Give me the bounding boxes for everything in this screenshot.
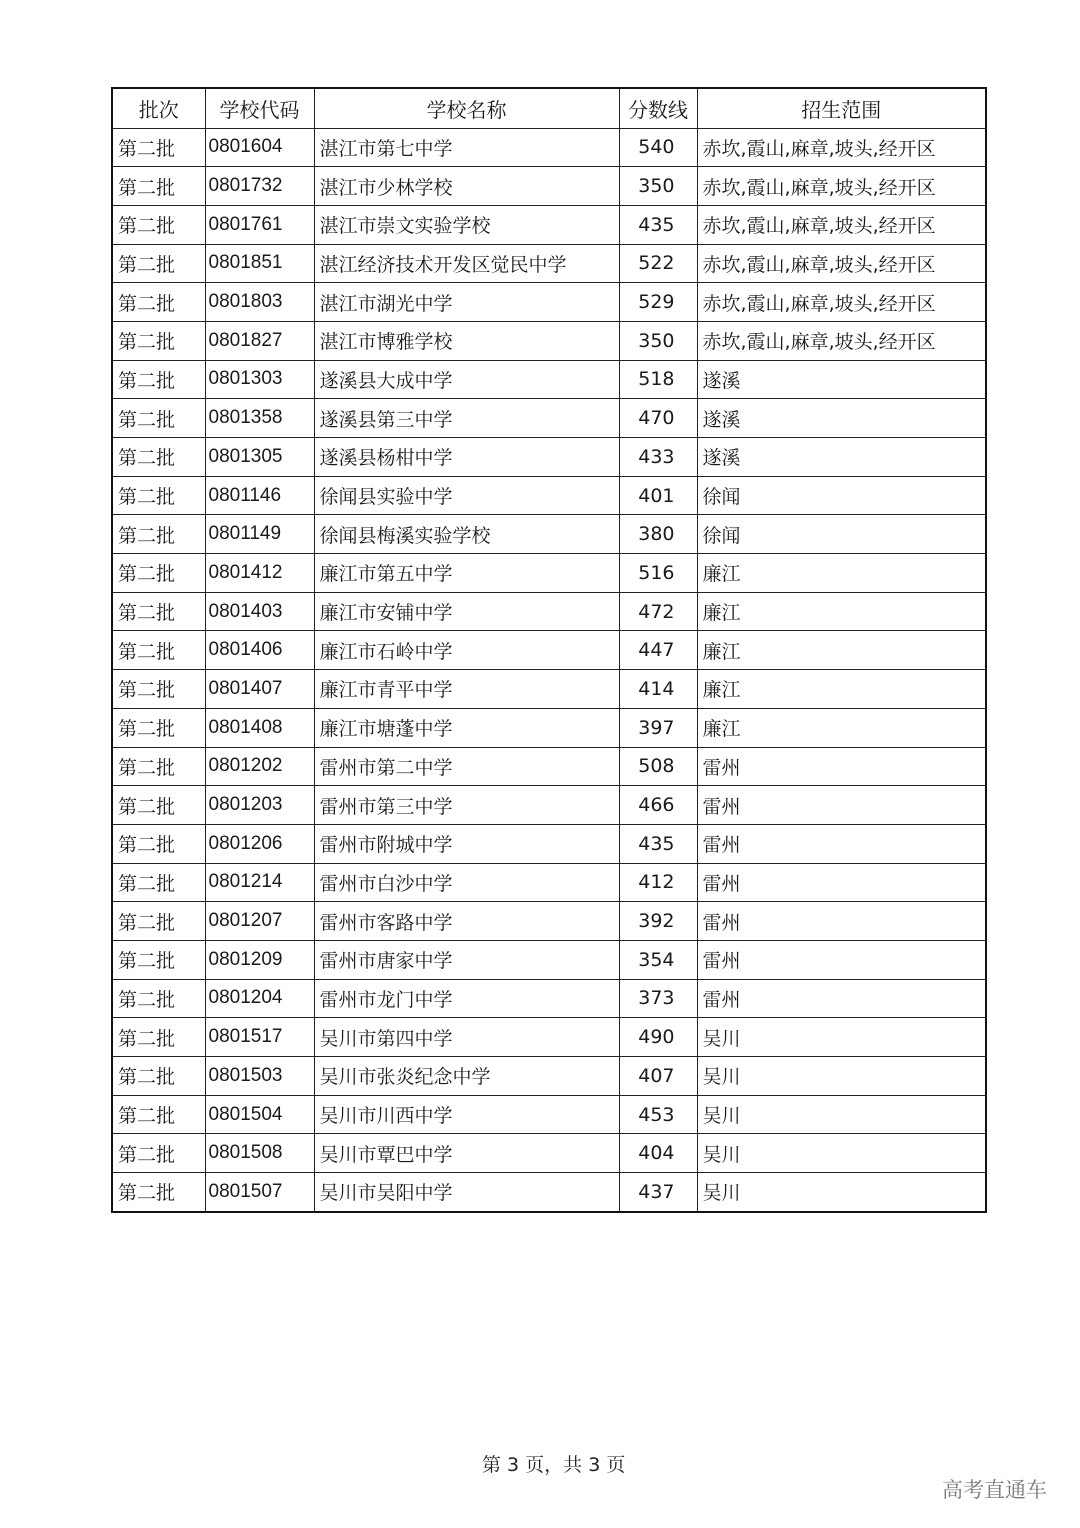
- cell-score-line: 470: [619, 399, 697, 438]
- cell-enrollment-area: 赤坎,霞山,麻章,坡头,经开区: [697, 244, 986, 283]
- page-number: 第 3 页，共 3 页: [482, 1454, 626, 1476]
- table-row: [112, 515, 986, 554]
- cell-batch: 第二批: [112, 940, 205, 979]
- cell-score-line: 453: [619, 1095, 697, 1134]
- cell-score-line: 529: [619, 283, 697, 322]
- cell-school-name: 徐闻县实验中学: [314, 476, 619, 515]
- cell-batch: 第二批: [112, 902, 205, 941]
- cell-school-name: 徐闻县梅溪实验学校: [314, 515, 619, 554]
- cell-batch: 第二批: [112, 554, 205, 593]
- table-row: [112, 1134, 986, 1173]
- table-row: [112, 128, 986, 167]
- cell-school-code: 0801202: [205, 747, 314, 786]
- cell-school-code: 0801403: [205, 592, 314, 631]
- cell-school-name: 遂溪县第三中学: [314, 399, 619, 438]
- cell-school-code: 0801604: [205, 128, 314, 167]
- header-enrollment-area: 招生范围: [697, 88, 986, 128]
- table-row: [112, 360, 986, 399]
- cell-enrollment-area: 赤坎,霞山,麻章,坡头,经开区: [697, 283, 986, 322]
- cell-score-line: 397: [619, 708, 697, 747]
- cell-batch: 第二批: [112, 128, 205, 167]
- table-row: [112, 1095, 986, 1134]
- table-row: [112, 205, 986, 244]
- cell-enrollment-area: 赤坎,霞山,麻章,坡头,经开区: [697, 205, 986, 244]
- cell-school-name: 吴川市覃巴中学: [314, 1134, 619, 1173]
- table-row: [112, 592, 986, 631]
- cell-enrollment-area: 赤坎,霞山,麻章,坡头,经开区: [697, 167, 986, 206]
- cell-enrollment-area: 雷州: [697, 747, 986, 786]
- cell-school-code: 0801204: [205, 979, 314, 1018]
- cell-school-name: 湛江市少林学校: [314, 167, 619, 206]
- table-row: [112, 476, 986, 515]
- header-school-name: 学校名称: [314, 88, 619, 128]
- cell-school-code: 0801517: [205, 1018, 314, 1057]
- cell-school-name: 廉江市第五中学: [314, 554, 619, 593]
- cell-school-name: 雷州市第三中学: [314, 786, 619, 825]
- cell-school-name: 雷州市第二中学: [314, 747, 619, 786]
- cell-score-line: 447: [619, 631, 697, 670]
- cell-school-name: 吴川市第四中学: [314, 1018, 619, 1057]
- cell-school-code: 0801503: [205, 1057, 314, 1096]
- cell-score-line: 518: [619, 360, 697, 399]
- cell-school-code: 0801305: [205, 438, 314, 477]
- cell-score-line: 437: [619, 1173, 697, 1212]
- cell-score-line: 466: [619, 786, 697, 825]
- cell-school-name: 湛江市崇文实验学校: [314, 205, 619, 244]
- cell-batch: 第二批: [112, 1057, 205, 1096]
- cell-batch: 第二批: [112, 592, 205, 631]
- cell-batch: 第二批: [112, 863, 205, 902]
- cell-school-code: 0801149: [205, 515, 314, 554]
- cell-batch: 第二批: [112, 476, 205, 515]
- table-row: [112, 1057, 986, 1096]
- cell-enrollment-area: 吴川: [697, 1095, 986, 1134]
- cell-school-name: 吴川市吴阳中学: [314, 1173, 619, 1212]
- table-header-row: [112, 88, 986, 128]
- table-row: [112, 979, 986, 1018]
- cell-batch: 第二批: [112, 670, 205, 709]
- cell-score-line: 350: [619, 167, 697, 206]
- cell-school-name: 湛江经济技术开发区觉民中学: [314, 244, 619, 283]
- cell-batch: 第二批: [112, 747, 205, 786]
- cell-enrollment-area: 廉江: [697, 670, 986, 709]
- table-row: [112, 670, 986, 709]
- header-school-code: 学校代码: [205, 88, 314, 128]
- table-row: [112, 824, 986, 863]
- cell-school-code: 0801203: [205, 786, 314, 825]
- cell-enrollment-area: 雷州: [697, 902, 986, 941]
- cell-school-code: 0801803: [205, 283, 314, 322]
- cell-score-line: 540: [619, 128, 697, 167]
- table-row: [112, 631, 986, 670]
- cell-score-line: 407: [619, 1057, 697, 1096]
- cell-school-name: 雷州市唐家中学: [314, 940, 619, 979]
- cell-enrollment-area: 吴川: [697, 1134, 986, 1173]
- table-body: [112, 128, 986, 1212]
- cell-school-code: 0801732: [205, 167, 314, 206]
- cell-enrollment-area: 雷州: [697, 824, 986, 863]
- table-row: [112, 747, 986, 786]
- cell-batch: 第二批: [112, 1173, 205, 1212]
- cell-enrollment-area: 雷州: [697, 940, 986, 979]
- cell-school-name: 遂溪县大成中学: [314, 360, 619, 399]
- cell-batch: 第二批: [112, 1134, 205, 1173]
- cell-batch: 第二批: [112, 708, 205, 747]
- cell-score-line: 414: [619, 670, 697, 709]
- cell-batch: 第二批: [112, 631, 205, 670]
- cell-enrollment-area: 赤坎,霞山,麻章,坡头,经开区: [697, 321, 986, 360]
- cell-school-code: 0801507: [205, 1173, 314, 1212]
- cell-enrollment-area: 廉江: [697, 554, 986, 593]
- cell-batch: 第二批: [112, 399, 205, 438]
- cell-enrollment-area: 廉江: [697, 592, 986, 631]
- cell-school-code: 0801851: [205, 244, 314, 283]
- cell-batch: 第二批: [112, 205, 205, 244]
- cell-score-line: 392: [619, 902, 697, 941]
- watermark: 高考直通车: [942, 1478, 1047, 1502]
- cell-school-name: 湛江市博雅学校: [314, 321, 619, 360]
- cell-batch: 第二批: [112, 515, 205, 554]
- cell-school-code: 0801209: [205, 940, 314, 979]
- cell-school-name: 雷州市龙门中学: [314, 979, 619, 1018]
- cell-score-line: 373: [619, 979, 697, 1018]
- cell-enrollment-area: 遂溪: [697, 438, 986, 477]
- cell-batch: 第二批: [112, 321, 205, 360]
- cell-enrollment-area: 雷州: [697, 863, 986, 902]
- cell-school-code: 0801358: [205, 399, 314, 438]
- cell-batch: 第二批: [112, 1095, 205, 1134]
- cell-batch: 第二批: [112, 244, 205, 283]
- table-row: [112, 708, 986, 747]
- cell-school-name: 廉江市石岭中学: [314, 631, 619, 670]
- table-row: [112, 283, 986, 322]
- cell-enrollment-area: 雷州: [697, 786, 986, 825]
- cell-school-code: 0801761: [205, 205, 314, 244]
- cell-school-name: 吴川市川西中学: [314, 1095, 619, 1134]
- cell-school-code: 0801827: [205, 321, 314, 360]
- cell-score-line: 350: [619, 321, 697, 360]
- table-row: [112, 863, 986, 902]
- table-row: [112, 438, 986, 477]
- cell-school-code: 0801406: [205, 631, 314, 670]
- cell-score-line: 380: [619, 515, 697, 554]
- cell-score-line: 508: [619, 747, 697, 786]
- cell-enrollment-area: 廉江: [697, 708, 986, 747]
- cell-score-line: 490: [619, 1018, 697, 1057]
- cell-score-line: 433: [619, 438, 697, 477]
- cell-batch: 第二批: [112, 438, 205, 477]
- admission-score-table: [111, 87, 987, 1213]
- cell-school-name: 廉江市塘蓬中学: [314, 708, 619, 747]
- cell-enrollment-area: 雷州: [697, 979, 986, 1018]
- cell-batch: 第二批: [112, 283, 205, 322]
- cell-batch: 第二批: [112, 167, 205, 206]
- table-row: [112, 399, 986, 438]
- cell-enrollment-area: 赤坎,霞山,麻章,坡头,经开区: [697, 128, 986, 167]
- cell-school-code: 0801206: [205, 824, 314, 863]
- table-row: [112, 554, 986, 593]
- table-row: [112, 244, 986, 283]
- cell-enrollment-area: 遂溪: [697, 360, 986, 399]
- cell-batch: 第二批: [112, 979, 205, 1018]
- cell-school-name: 遂溪县杨柑中学: [314, 438, 619, 477]
- cell-score-line: 401: [619, 476, 697, 515]
- table-row: [112, 902, 986, 941]
- cell-school-name: 雷州市白沙中学: [314, 863, 619, 902]
- cell-school-code: 0801146: [205, 476, 314, 515]
- cell-score-line: 472: [619, 592, 697, 631]
- cell-school-code: 0801408: [205, 708, 314, 747]
- cell-enrollment-area: 徐闻: [697, 476, 986, 515]
- table-row: [112, 786, 986, 825]
- cell-school-code: 0801407: [205, 670, 314, 709]
- cell-school-name: 廉江市青平中学: [314, 670, 619, 709]
- cell-school-code: 0801412: [205, 554, 314, 593]
- cell-enrollment-area: 遂溪: [697, 399, 986, 438]
- cell-enrollment-area: 吴川: [697, 1173, 986, 1212]
- header-score-line: 分数线: [619, 88, 697, 128]
- table-row: [112, 167, 986, 206]
- table-row: [112, 940, 986, 979]
- table-row: [112, 1173, 986, 1212]
- table-row: [112, 321, 986, 360]
- table-row: [112, 1018, 986, 1057]
- cell-school-name: 湛江市湖光中学: [314, 283, 619, 322]
- cell-school-name: 廉江市安铺中学: [314, 592, 619, 631]
- header-batch: 批次: [112, 88, 205, 128]
- cell-score-line: 404: [619, 1134, 697, 1173]
- cell-enrollment-area: 廉江: [697, 631, 986, 670]
- cell-score-line: 435: [619, 205, 697, 244]
- cell-score-line: 435: [619, 824, 697, 863]
- cell-school-code: 0801214: [205, 863, 314, 902]
- cell-school-code: 0801508: [205, 1134, 314, 1173]
- cell-enrollment-area: 吴川: [697, 1018, 986, 1057]
- cell-batch: 第二批: [112, 824, 205, 863]
- cell-enrollment-area: 徐闻: [697, 515, 986, 554]
- cell-school-name: 雷州市附城中学: [314, 824, 619, 863]
- cell-score-line: 412: [619, 863, 697, 902]
- cell-school-name: 吴川市张炎纪念中学: [314, 1057, 619, 1096]
- cell-score-line: 522: [619, 244, 697, 283]
- cell-score-line: 354: [619, 940, 697, 979]
- cell-batch: 第二批: [112, 360, 205, 399]
- cell-school-name: 雷州市客路中学: [314, 902, 619, 941]
- cell-school-code: 0801303: [205, 360, 314, 399]
- cell-batch: 第二批: [112, 786, 205, 825]
- cell-batch: 第二批: [112, 1018, 205, 1057]
- cell-score-line: 516: [619, 554, 697, 593]
- cell-school-name: 湛江市第七中学: [314, 128, 619, 167]
- cell-enrollment-area: 吴川: [697, 1057, 986, 1096]
- cell-school-code: 0801504: [205, 1095, 314, 1134]
- cell-school-code: 0801207: [205, 902, 314, 941]
